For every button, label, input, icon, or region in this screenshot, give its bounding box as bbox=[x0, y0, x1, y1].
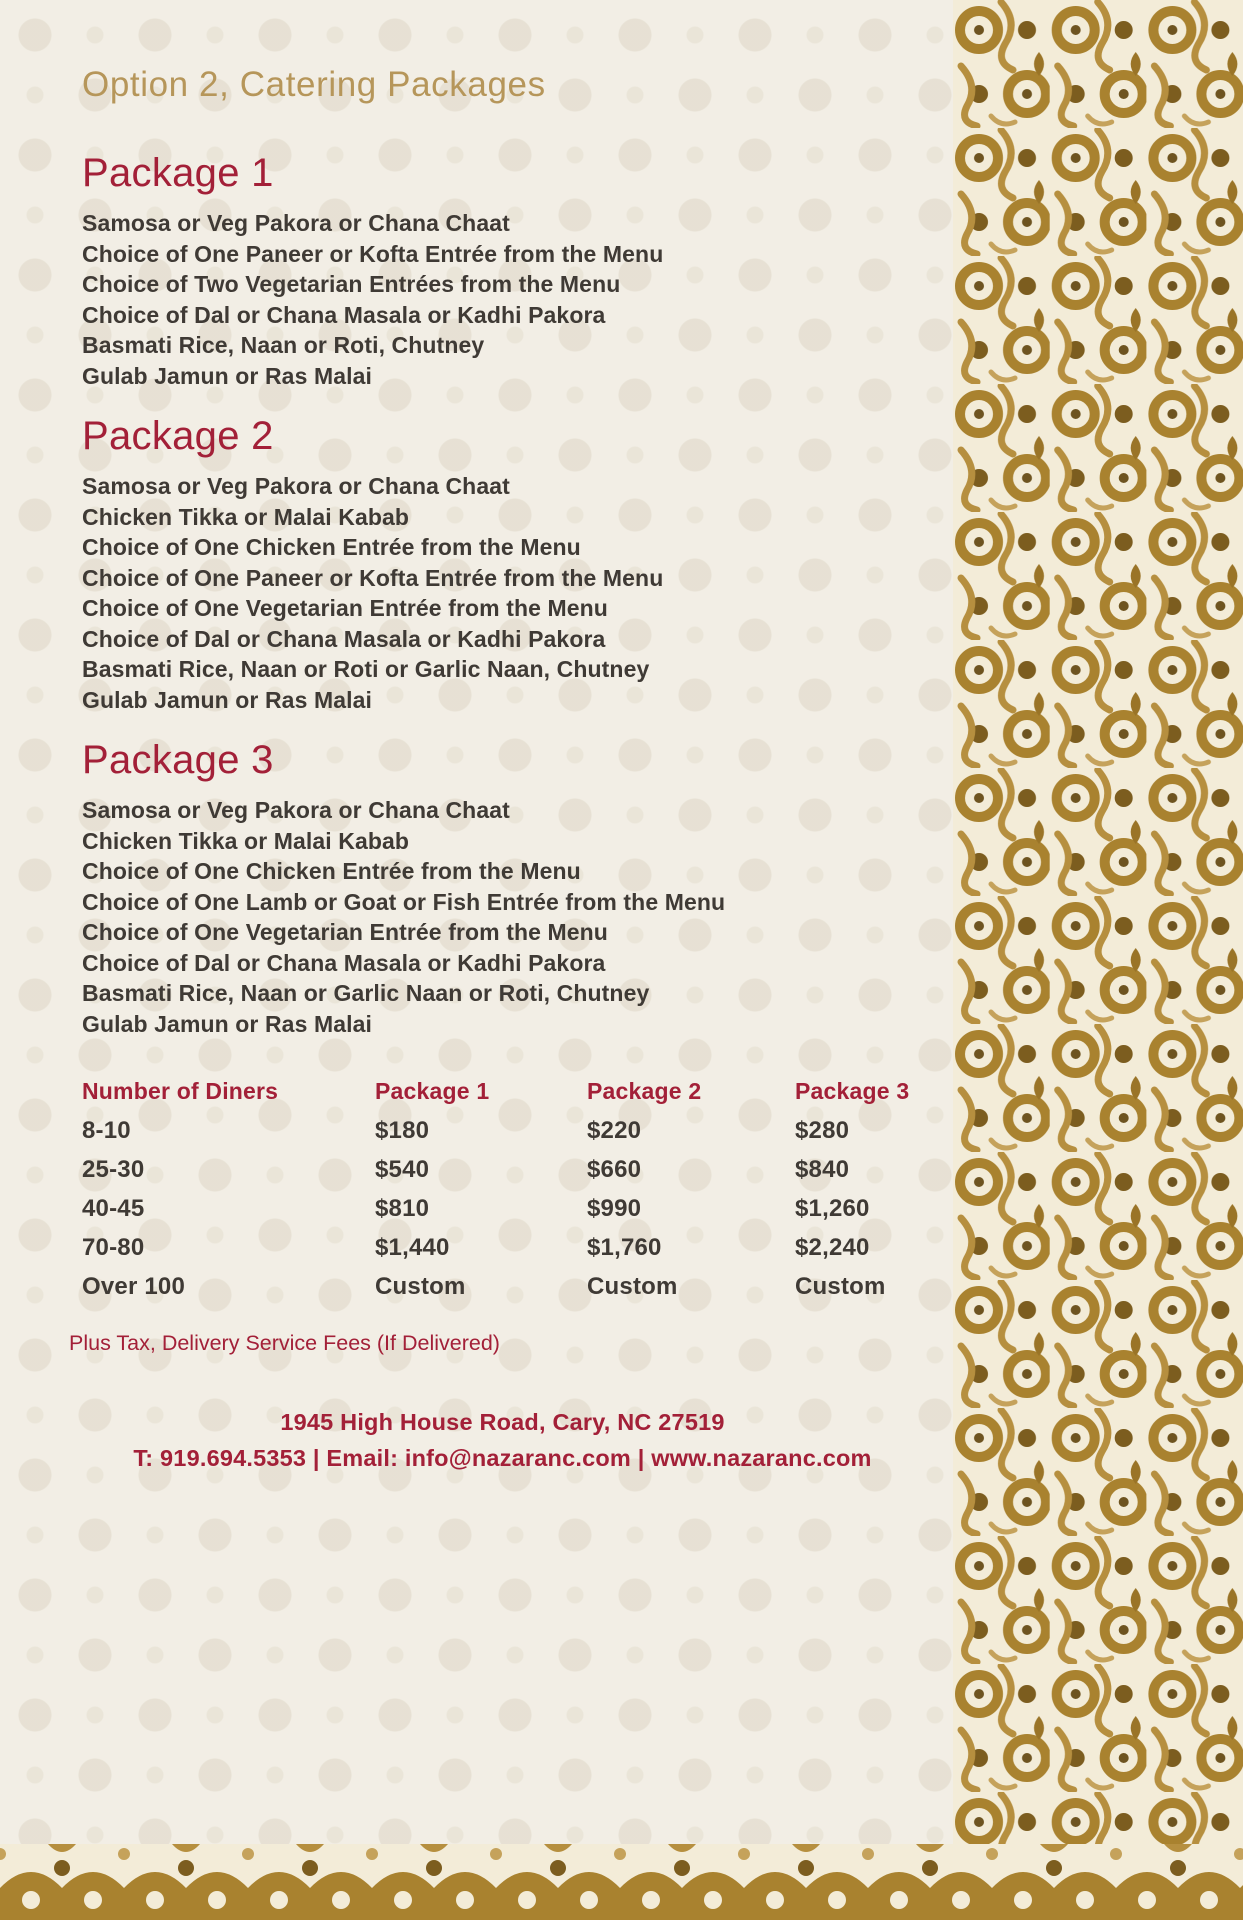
menu-item-line: Samosa or Veg Pakora or Chana Chaat bbox=[82, 210, 510, 236]
footer bbox=[82, 1404, 923, 1476]
price-package-2: $990 bbox=[587, 1195, 642, 1222]
page-title: Option 2, Catering Packages bbox=[82, 65, 546, 104]
price-package-1: $810 bbox=[375, 1195, 430, 1222]
diners-range: 25-30 bbox=[82, 1156, 145, 1183]
menu-item-line: Gulab Jamun or Ras Malai bbox=[82, 1010, 372, 1037]
menu-item-line: Chicken Tikka or Malai Kabab bbox=[82, 503, 410, 530]
menu-item-line: Choice of One Vegetarian Entrée from the Menu bbox=[82, 595, 608, 621]
price-package-1: $540 bbox=[375, 1156, 430, 1183]
pricing-row bbox=[82, 1111, 923, 1150]
menu-item-line: Choice of One Paneer or Kofta Entrée from the Menu bbox=[82, 564, 664, 591]
tax-delivery-note: Plus Tax, Delivery Service Fees (If Delivered) bbox=[69, 1331, 500, 1355]
col-header-package-3: Package 3 bbox=[795, 1078, 910, 1104]
ornate-border-bottom bbox=[0, 1844, 1243, 1920]
menu-item-line: Basmati Rice, Naan or Roti or Garlic Naan, Chutney bbox=[82, 656, 650, 682]
menu-item-line: Samosa or Veg Pakora or Chana Chaat bbox=[82, 797, 510, 823]
menu-item-line: Choice of One Vegetarian Entrée from the Menu bbox=[82, 919, 608, 945]
menu-item-line: Choice of Dal or Chana Masala or Kadhi Pakora bbox=[82, 301, 606, 328]
price-package-1: $180 bbox=[375, 1117, 430, 1144]
menu-item-line: Choice of Two Vegetarian Entrées from the Menu bbox=[82, 271, 621, 297]
package-2-section bbox=[82, 413, 923, 715]
menu-item-line: Choice of Dal or Chana Masala or Kadhi Pakora bbox=[82, 625, 606, 652]
pricing-row bbox=[82, 1228, 923, 1267]
menu-item-line: Basmati Rice, Naan or Roti, Chutney bbox=[82, 332, 485, 358]
price-package-3: $1,260 bbox=[795, 1195, 870, 1222]
menu-item-line: Gulab Jamun or Ras Malai bbox=[82, 362, 372, 389]
price-package-3: $280 bbox=[795, 1117, 850, 1144]
menu-item-line: Chicken Tikka or Malai Kabab bbox=[82, 827, 410, 854]
menu-item-line: Choice of One Chicken Entrée from the Menu bbox=[82, 858, 581, 884]
col-header-package-1: Package 1 bbox=[375, 1078, 490, 1104]
price-package-2: $1,760 bbox=[587, 1234, 662, 1261]
col-header-package-2: Package 2 bbox=[587, 1078, 702, 1104]
diners-range: 8-10 bbox=[82, 1117, 131, 1144]
package-3-heading: Package 3 bbox=[82, 738, 274, 782]
diners-range: Over 100 bbox=[82, 1273, 186, 1300]
pricing-table bbox=[82, 1071, 923, 1306]
ornate-border-right bbox=[953, 0, 1243, 1920]
footer-contact: T: 919.694.5353 | Email: info@nazaranc.com | www.nazaranc.com bbox=[133, 1445, 872, 1471]
price-package-2: Custom bbox=[587, 1273, 678, 1300]
menu-item-line: Choice of One Paneer or Kofta Entrée from the Menu bbox=[82, 240, 664, 267]
package-1-section bbox=[82, 150, 923, 391]
diners-range: 40-45 bbox=[82, 1195, 145, 1222]
menu-item-line: Choice of One Lamb or Goat or Fish Entrée from the Menu bbox=[82, 888, 726, 915]
pricing-row bbox=[82, 1189, 923, 1228]
price-package-3: $2,240 bbox=[795, 1234, 870, 1261]
menu-item-line: Gulab Jamun or Ras Malai bbox=[82, 686, 372, 713]
price-package-2: $660 bbox=[587, 1156, 642, 1183]
diners-range: 70-80 bbox=[82, 1234, 145, 1261]
pricing-row bbox=[82, 1267, 923, 1306]
menu-item-line: Choice of Dal or Chana Masala or Kadhi Pakora bbox=[82, 949, 606, 976]
price-package-2: $220 bbox=[587, 1117, 642, 1144]
price-package-1: Custom bbox=[375, 1273, 466, 1300]
footer-address: 1945 High House Road, Cary, NC 27519 bbox=[280, 1409, 725, 1435]
price-package-1: $1,440 bbox=[375, 1234, 450, 1261]
package-2-heading: Package 2 bbox=[82, 414, 274, 458]
menu-item-line: Samosa or Veg Pakora or Chana Chaat bbox=[82, 473, 510, 499]
pricing-header-row bbox=[82, 1071, 923, 1111]
package-3-section bbox=[82, 737, 923, 1039]
pricing-row bbox=[82, 1150, 923, 1189]
col-header-diners: Number of Diners bbox=[82, 1078, 279, 1104]
price-package-3: Custom bbox=[795, 1273, 886, 1300]
menu-item-line: Choice of One Chicken Entrée from the Menu bbox=[82, 534, 581, 560]
package-1-heading: Package 1 bbox=[82, 151, 274, 195]
price-package-3: $840 bbox=[795, 1156, 850, 1183]
menu-item-line: Basmati Rice, Naan or Garlic Naan or Roti, Chutney bbox=[82, 980, 650, 1006]
